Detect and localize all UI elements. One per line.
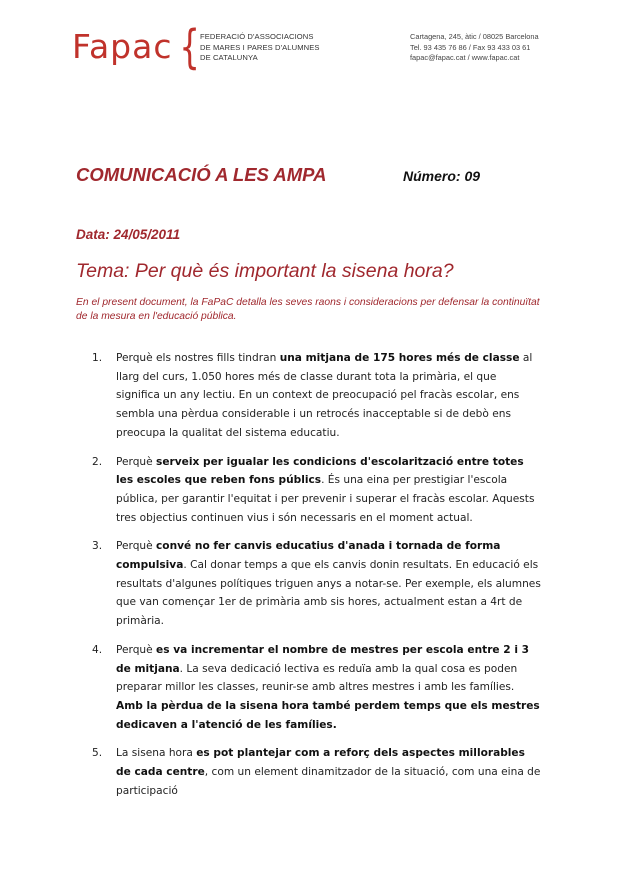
logo-brace-icon: { <box>178 20 200 74</box>
document-intro: En el present document, la FaPaC detalla les seves raons i consideracions per defensar la continuïtat de la mesura en l'educació pública. <box>76 297 540 322</box>
bold-text: Amb la pèrdua de la sisena hora també perdem temps que els mestres dedicaven a l'atenció de les famílies. <box>116 699 540 731</box>
body-text: . És una eina per prestigiar l'escola pública, per garantir l'equitat i per prevenir i superar el fracàs escolar. Aquests tres objectius continuen vius i són necessaris en el moment actual. <box>116 474 535 524</box>
fapac-logo <box>72 20 204 74</box>
document-date: Data: 24/05/2011 <box>76 227 181 242</box>
list-item <box>92 744 542 800</box>
list-item-number: 3. <box>92 540 103 553</box>
list-item-number: 4. <box>92 643 103 656</box>
contact-web: fapac@fapac.cat / www.fapac.cat <box>410 53 520 62</box>
list-item <box>92 537 542 631</box>
document-topic: Tema: Per què és important la sisena hora? <box>76 260 454 282</box>
contact-info <box>410 32 539 64</box>
body-text: . Cal donar temps a que els canvis donin resultats. En educació els resultats d'algunes polítiques triguen anys a notar-se. Per exemple, els alumnes que van començar 1er de primària amb sis hores, actualment estan a 4rt de primària. <box>116 559 541 628</box>
body-text: Perquè els nostres fills tindran <box>116 352 280 364</box>
org-line: FEDERACIÓ D'ASSOCIACIONS <box>200 32 314 41</box>
organization-name <box>200 32 320 64</box>
list-item-number: 2. <box>92 455 103 468</box>
body-text: al llarg del curs, 1.050 hores més de classe durant tota la primària, el que significa un any lectiu. En un context de preocupació pel fracàs escolar, ens sembla una pèrdua considerable i un retrocés inacceptable si de debò ens preocupa la qualitat del sistema educatiu. <box>116 352 533 439</box>
body-text: . La seva dedicació lectiva es reduïa amb la qual cosa es poden preparar millor les classes, reunir-se amb altres mestres i amb les famílies. <box>116 662 518 694</box>
bold-text: convé no fer canvis educatius d'anada i tornada de forma compulsiva <box>116 540 501 572</box>
body-text: La sisena hora <box>116 747 197 760</box>
reasons-list <box>92 349 542 810</box>
org-line: DE CATALUNYA <box>200 53 258 62</box>
list-item-number: 1. <box>92 352 103 364</box>
contact-address: Cartagena, 245, àtic / 08025 Barcelona <box>410 32 539 41</box>
document-number: Número: 09 <box>403 168 481 184</box>
bold-text: una mitjana de 175 hores més de classe <box>279 352 520 364</box>
document-title: COMUNICACIÓ A LES AMPA <box>76 164 327 185</box>
list-item <box>92 453 542 528</box>
bold-text: es va incrementar el nombre de mestres per escola entre 2 i 3 de mitjana <box>116 643 530 675</box>
body-text: , com un element dinamitzador de la situació, com una eina de participació <box>116 766 541 797</box>
body-text: Perquè <box>116 643 157 656</box>
bold-text: serveix per igualar les condicions d'escolarització entre totes les escoles que reben fons públics <box>116 455 524 487</box>
org-line: DE MARES I PARES D'ALUMNES <box>200 42 320 52</box>
body-text: Perquè <box>116 540 157 553</box>
body-text: Perquè <box>116 455 157 468</box>
list-item <box>92 349 542 443</box>
contact-phone: Tel. 93 435 76 86 / Fax 93 433 03 61 <box>410 42 531 52</box>
list-item <box>92 641 542 735</box>
logo-wordmark: Fapac <box>72 27 173 66</box>
list-item-number: 5. <box>92 747 103 760</box>
bold-text: es pot plantejar com a reforç dels aspectes millorables de cada centre <box>116 747 525 779</box>
